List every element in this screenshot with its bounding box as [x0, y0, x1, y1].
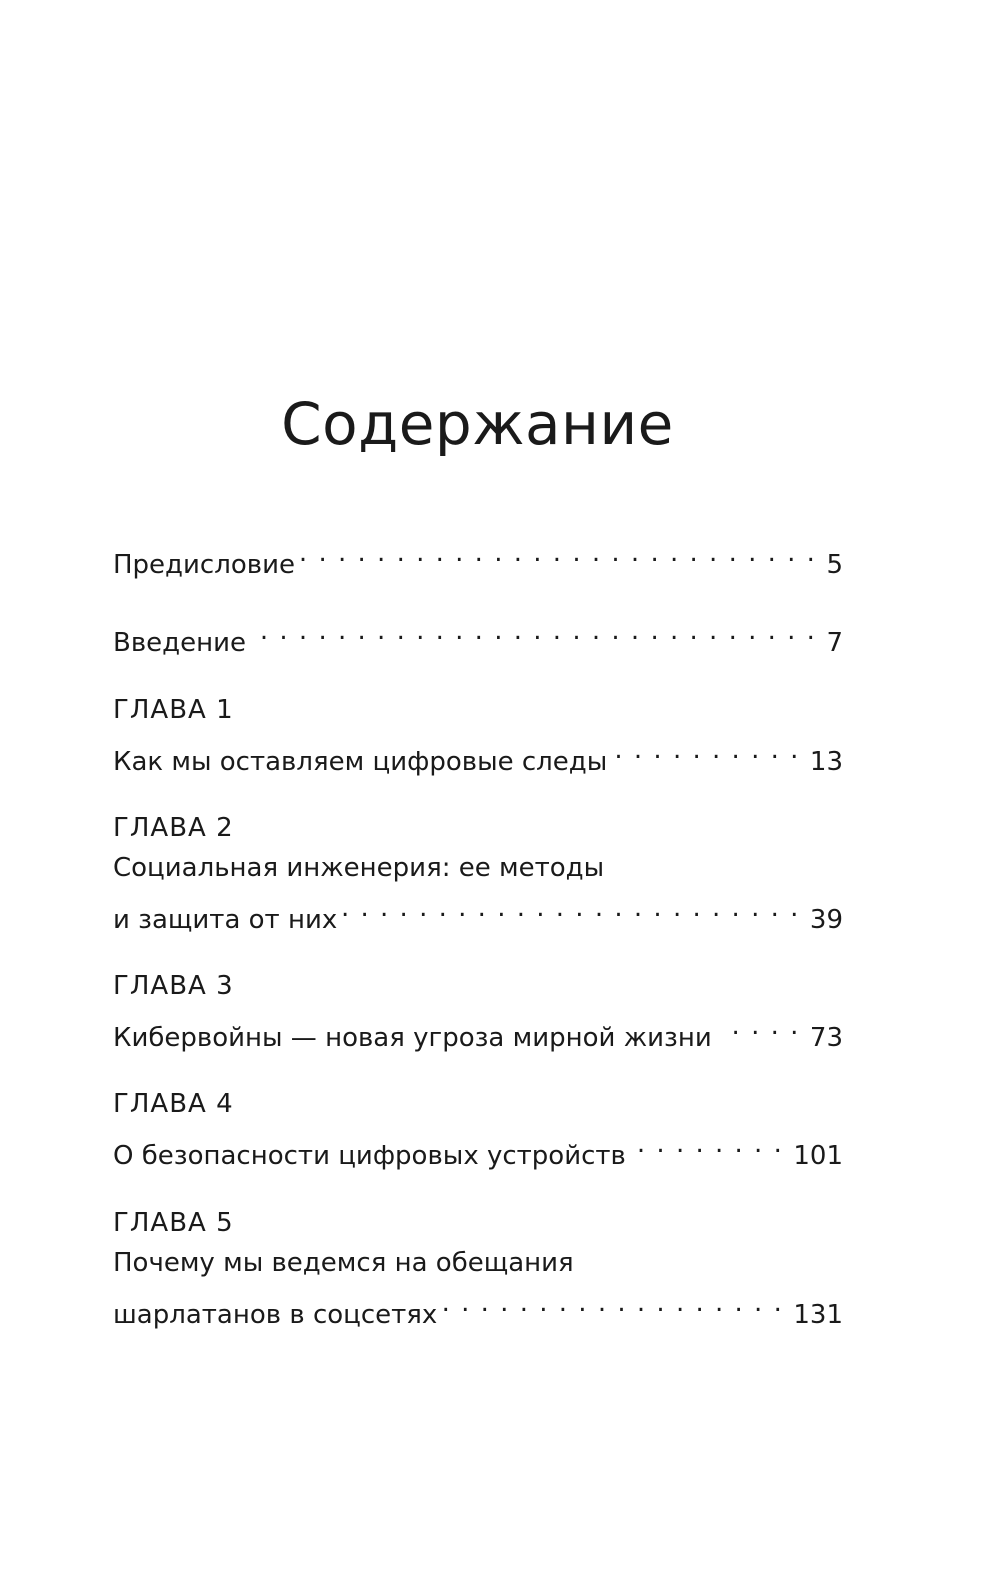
toc-entry-chapter-5[interactable] — [113, 1203, 843, 1330]
chapter-label: ГЛАВА 5 — [113, 1208, 234, 1238]
toc-line — [113, 611, 843, 658]
toc-entry-title: Введение — [113, 628, 247, 658]
chapter-label: ГЛАВА 1 — [113, 695, 234, 725]
toc-page-number: 13 — [809, 747, 843, 777]
chapter-label: ГЛАВА 3 — [113, 971, 234, 1001]
toc-entry-chapter-4[interactable] — [113, 1084, 843, 1171]
toc-page-number: 73 — [809, 1023, 843, 1053]
dot-leader — [613, 730, 800, 770]
toc-line — [113, 533, 843, 580]
toc-entry-title: Предисловие — [113, 550, 295, 580]
dot-leader — [632, 1124, 783, 1164]
toc-line — [113, 730, 843, 777]
dot-leader — [343, 888, 800, 928]
toc-page-number: 131 — [793, 1300, 843, 1330]
toc-page-number: 101 — [793, 1141, 843, 1171]
dot-leader — [252, 611, 816, 651]
dot-leader — [443, 1283, 783, 1323]
toc-entry-chapter-3[interactable] — [113, 966, 843, 1053]
toc-entry-title: Как мы оставляем цифровые следы — [113, 747, 608, 777]
toc-entry-title: Кибервойны — новая угроза мирной жизни — [113, 1023, 712, 1053]
toc-entry-chapter-1[interactable] — [113, 690, 843, 777]
toc-line — [113, 1006, 843, 1053]
toc-page-number: 39 — [809, 905, 843, 935]
toc-page-number: 7 — [826, 628, 843, 658]
toc-line — [113, 888, 843, 935]
dot-leader — [718, 1006, 800, 1046]
dot-leader — [301, 533, 816, 573]
toc-line — [113, 1124, 843, 1171]
page-title: Содержание — [281, 390, 674, 458]
toc-page-number: 5 — [826, 550, 843, 580]
toc-entry-title-line-1: Почему мы ведемся на обещания — [113, 1248, 574, 1278]
chapter-label: ГЛАВА 4 — [113, 1089, 234, 1119]
toc-line — [113, 1243, 843, 1283]
toc-entry-title: О безопасности цифровых устройств — [113, 1141, 626, 1171]
toc-entry-preface[interactable] — [113, 533, 843, 580]
toc-entry-title: шарлатанов в соцсетях — [113, 1300, 438, 1330]
toc-line — [113, 848, 843, 888]
chapter-label: ГЛАВА 2 — [113, 813, 234, 843]
toc-entry-introduction[interactable] — [113, 611, 843, 658]
toc-entry-title-line-1: Социальная инженерия: ее методы — [113, 853, 605, 883]
toc-entry-title: и защита от них — [113, 905, 338, 935]
toc-line — [113, 1283, 843, 1330]
toc-entry-chapter-2[interactable] — [113, 808, 843, 935]
